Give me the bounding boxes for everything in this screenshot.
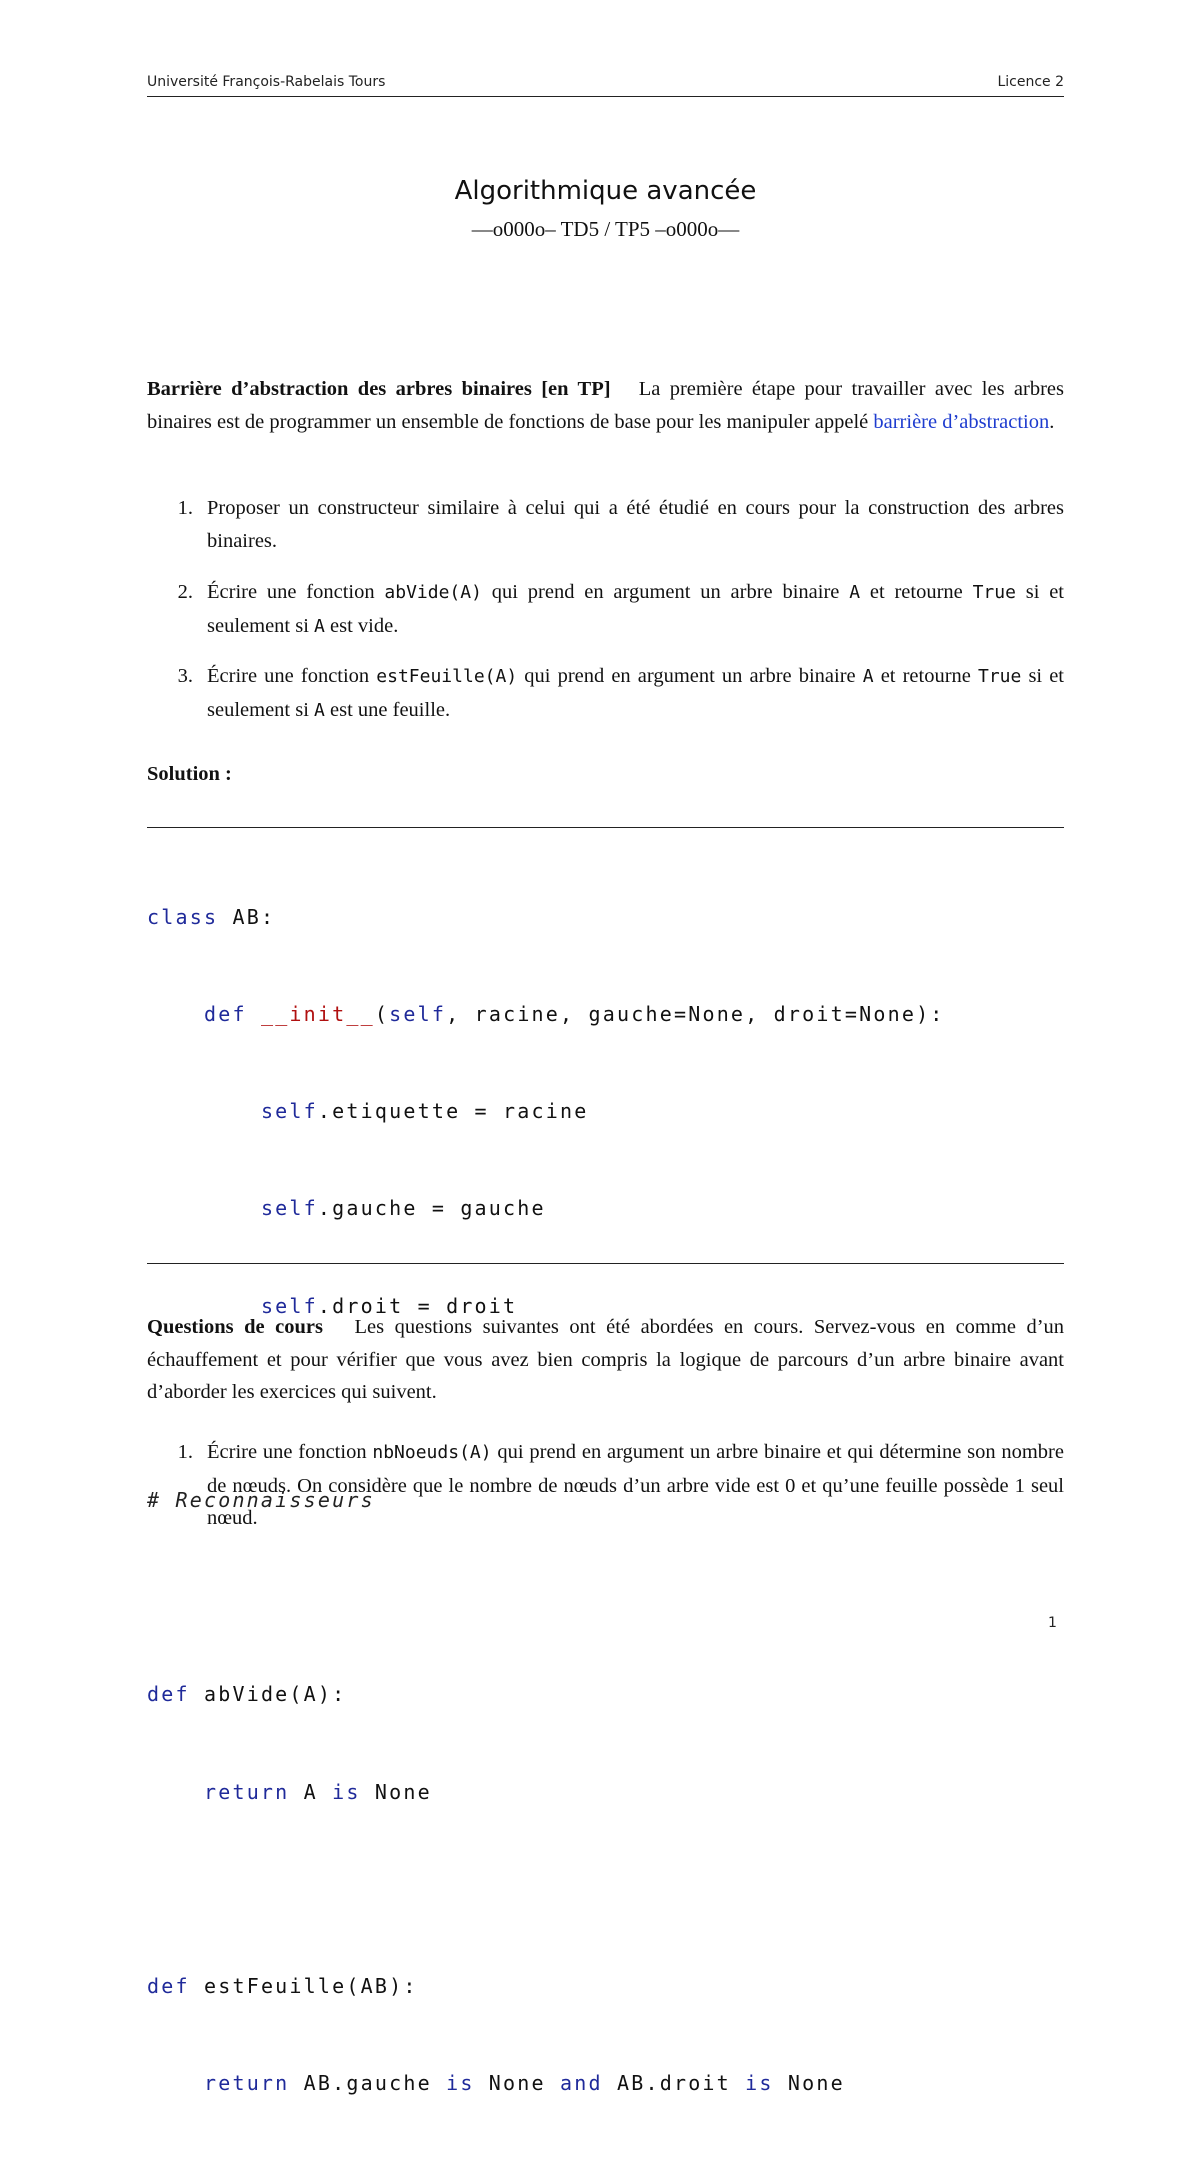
section-abstraction-intro	[147, 373, 1064, 438]
section-questions-intro	[147, 1311, 1064, 1409]
section-abstraction-heading: Barrière d’abstraction des arbres binaires [en TP]	[147, 378, 611, 400]
solution-label: Solution :	[147, 763, 232, 785]
code-line: def abVide(A):	[147, 1682, 347, 1707]
abstraction-link[interactable]: barrière d’abstraction	[873, 410, 1050, 433]
inline-code: True	[977, 666, 1022, 687]
inline-code: A	[862, 666, 874, 687]
inline-code: True	[972, 582, 1016, 603]
document-title: Algorithmique avancée	[454, 176, 757, 206]
code-line: return A is None	[203, 1779, 432, 1804]
code-line: class AB:	[147, 904, 276, 929]
inline-code: estFeuille(A)	[376, 666, 518, 687]
inline-code: abVide(A)	[384, 582, 482, 603]
item-number: 3.	[177, 665, 193, 687]
item-text: Écrire une fonction estFeuille(A) qui prend en argument un arbre binaire A et retourne True si et seulement si A est une feuille.	[207, 665, 1065, 721]
item-text: Écrire une fonction nbNoeuds(A) qui prend en argument un arbre binaire et qui détermine son nombre de nœuds. On considère que le nombre de nœuds d’un arbre vide est 0 et qu’une feuille possède 1 seul nœud.	[207, 1441, 1064, 1529]
page-number: 1	[1048, 1615, 1057, 1631]
code-comment: # Reconnaisseurs	[147, 1488, 375, 1513]
inline-code: A	[314, 699, 325, 721]
code-line: def __init__(self, racine, gauche=None, droit=None):	[203, 1002, 945, 1027]
code-top-rule	[147, 827, 1064, 828]
code-line: self.droit = droit	[260, 1293, 518, 1318]
header-university: Université François-Rabelais Tours	[147, 74, 386, 90]
code-line: def estFeuille(AB):	[147, 1974, 418, 1999]
inline-code: nbNoeuds(A)	[372, 1442, 492, 1463]
item-number: 2.	[177, 581, 193, 603]
code-bottom-rule	[147, 1263, 1064, 1264]
item-text: Écrire une fonction abVide(A) qui prend en argument un arbre binaire A et retourne True si et seulement si A est vide.	[207, 581, 1065, 637]
code-line	[147, 1581, 1064, 1613]
item-number: 1.	[177, 1441, 193, 1463]
intro-text: La première étape pour travailler avec les arbres binaires est de programmer un ensemble de fonctions de base pour les manipuler appelé	[147, 378, 1065, 433]
code-line	[147, 1873, 1064, 1905]
page-header	[147, 74, 1064, 97]
document-subtitle: —o000o– TD5 / TP5 –o000o—	[471, 217, 740, 241]
inline-code: A	[314, 615, 325, 637]
section-questions-heading: Questions de cours	[147, 1316, 323, 1338]
header-level: Licence 2	[997, 74, 1064, 90]
code-line: self.etiquette = racine	[260, 1099, 589, 1124]
intro-end: .	[1049, 410, 1055, 433]
item-text: Proposer un constructeur similaire à celui qui a été étudié en cours pour la construction des arbres binaires.	[207, 497, 1064, 552]
inline-code: A	[849, 582, 861, 603]
intro-text: Les questions suivantes ont été abordées en cours. Servez-vous en comme d’un échauffement et pour vérifier que vous avez bien compris la logique de parcours d’un arbre binaire avant d’aborder les exercices qui suivent.	[147, 1316, 1065, 1403]
item-number: 1.	[177, 497, 193, 519]
code-line: self.gauche = gauche	[260, 1196, 546, 1221]
code-line: return AB.gauche is None and AB.droit is None	[203, 2071, 845, 2096]
